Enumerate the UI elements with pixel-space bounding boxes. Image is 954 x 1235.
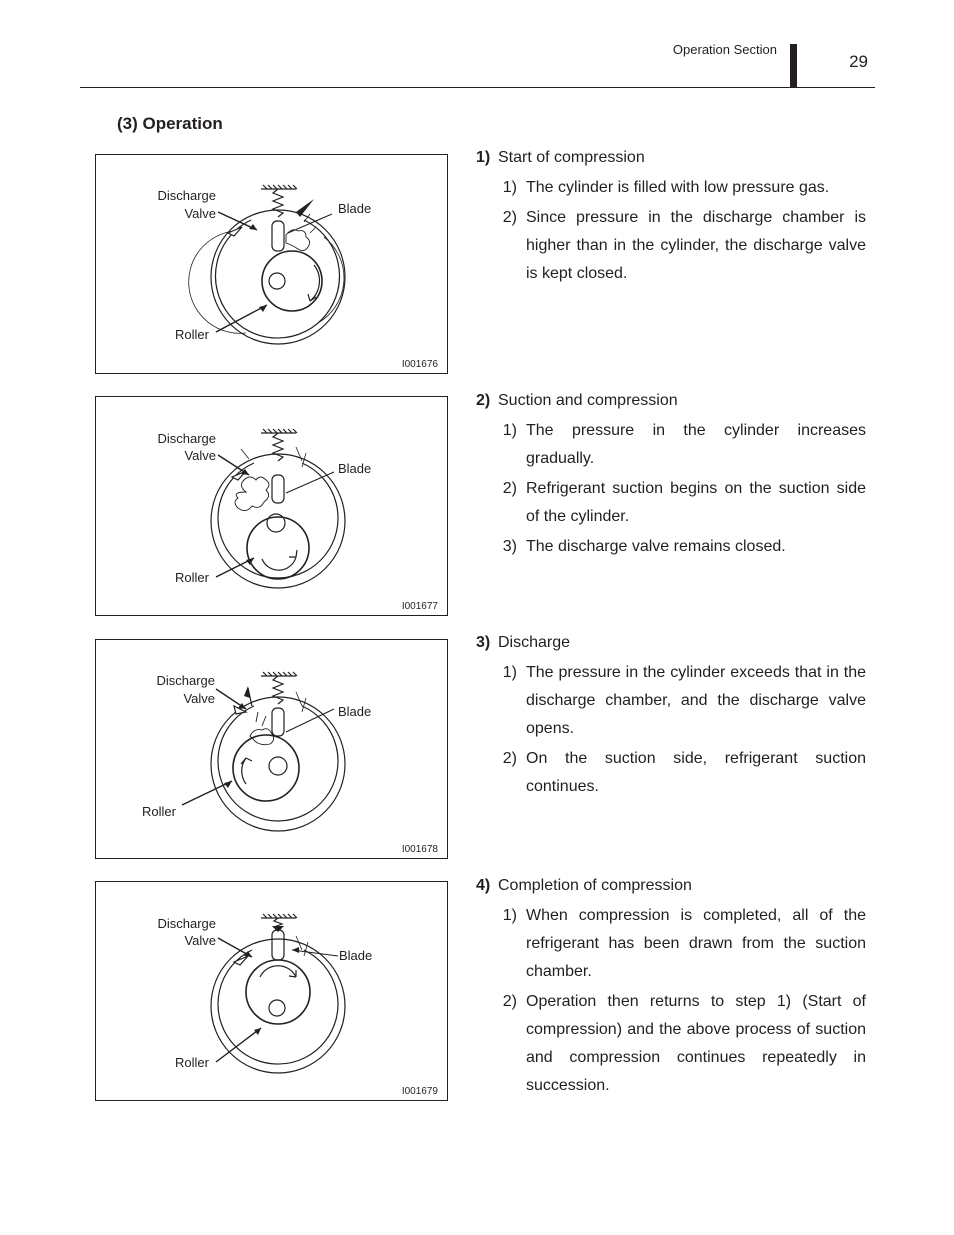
figure-completion-of-compression: [95, 881, 448, 1101]
list-item: [476, 659, 866, 743]
header-divider: [80, 87, 875, 88]
list-item-number: 1): [502, 179, 517, 196]
label-discharge: Discharge: [157, 188, 216, 203]
list-item-text: Since pressure in the discharge chamber is higher than in the cylinder, the discharge valve is kept closed.: [526, 209, 866, 282]
figure-id: I001676: [401, 359, 438, 370]
figure-suction-and-compression: [95, 396, 448, 616]
figure-discharge: [95, 639, 448, 859]
label-roller: Roller: [175, 327, 209, 342]
list-item: [476, 902, 866, 986]
label-discharge: Discharge: [156, 673, 215, 688]
list-item-text: The pressure in the cylinder increases gradually.: [526, 422, 866, 467]
list-item-number: 2): [502, 993, 517, 1010]
step-heading: [476, 872, 866, 900]
label-roller: Roller: [175, 570, 209, 585]
step-title: Start of compression: [498, 149, 645, 166]
list-item-text: Operation then returns to step 1) (Start of compression) and the above process of suction and compression continues repeatedly in succession.: [526, 993, 866, 1094]
label-blade: Blade: [339, 948, 373, 963]
step-heading: [476, 144, 866, 172]
list-item: [476, 417, 866, 473]
section-title: (3) Operation: [117, 114, 223, 133]
page-number: 29: [849, 52, 868, 71]
list-item-text: The pressure in the cylinder exceeds that in the discharge chamber, and the discharge valve opens.: [526, 664, 866, 737]
figure-id: I001678: [401, 844, 438, 855]
figure-start-of-compression: [95, 154, 448, 374]
list-item-number: 2): [502, 480, 517, 497]
label-valve: Valve: [184, 206, 216, 221]
step-start-of-compression: [476, 144, 866, 288]
label-valve: Valve: [184, 933, 216, 948]
list-item-text: The discharge valve remains closed.: [526, 538, 786, 555]
header-bar: [790, 44, 797, 88]
list-item: [476, 174, 866, 202]
step-discharge: [476, 629, 866, 801]
compressor-diagram: [96, 882, 448, 1101]
label-valve: Valve: [183, 691, 215, 706]
header-section-name: Operation Section: [672, 42, 777, 57]
step-number: 3): [476, 634, 491, 651]
list-item: [476, 204, 866, 288]
list-item-number: 1): [502, 907, 517, 924]
list-item-number: 3): [502, 538, 517, 555]
figure-id: I001677: [401, 601, 438, 612]
compressor-diagram: [96, 640, 448, 859]
compressor-diagram: [96, 397, 448, 616]
list-item-number: 2): [502, 209, 517, 226]
list-item-text: The cylinder is filled with low pressure gas.: [526, 179, 830, 196]
list-item: [476, 475, 866, 531]
step-title: Suction and compression: [498, 392, 678, 409]
list-item: [476, 745, 866, 801]
compressor-diagram: [96, 155, 448, 374]
label-blade: Blade: [338, 704, 372, 719]
step-title: Discharge: [498, 634, 571, 651]
list-item-text: On the suction side, refrigerant suction continues.: [526, 750, 866, 795]
label-valve: Valve: [184, 448, 216, 463]
step-heading: [476, 387, 866, 415]
step-number: 2): [476, 392, 491, 409]
step-completion-of-compression: [476, 872, 866, 1100]
step-suction-and-compression: [476, 387, 866, 561]
label-discharge: Discharge: [157, 916, 216, 931]
list-item: [476, 988, 866, 1100]
label-discharge: Discharge: [157, 431, 216, 446]
list-item-text: Refrigerant suction begins on the suction side of the cylinder.: [526, 480, 866, 525]
label-blade: Blade: [338, 461, 372, 476]
label-blade: Blade: [338, 201, 372, 216]
label-roller: Roller: [175, 1055, 209, 1070]
list-item-text: When compression is completed, all of the refrigerant has been drawn from the suction chamber.: [526, 907, 866, 980]
list-item-number: 1): [502, 664, 517, 681]
list-item-number: 1): [502, 422, 517, 439]
step-heading: [476, 629, 866, 657]
list-item-number: 2): [502, 750, 517, 767]
figure-id: I001679: [401, 1086, 438, 1097]
list-item: [476, 533, 866, 561]
step-number: 1): [476, 149, 491, 166]
step-number: 4): [476, 877, 491, 894]
step-title: Completion of compression: [498, 877, 692, 894]
label-roller: Roller: [142, 804, 176, 819]
